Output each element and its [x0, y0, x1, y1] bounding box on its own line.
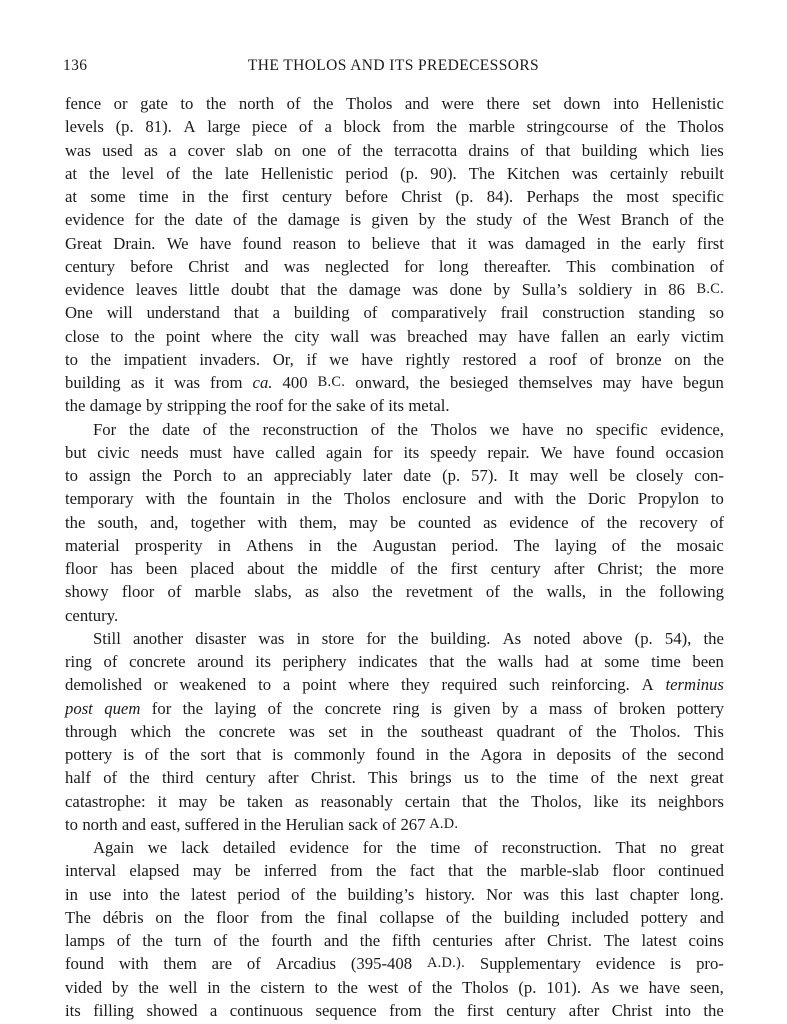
paragraph: [65, 627, 724, 836]
text-line: the south, and, together with them, may be counted as evidence of the recovery of: [65, 512, 724, 532]
text-line: to north and east, suffered in the Herulian sack of 267 A.D.: [65, 814, 459, 834]
text-line: interval elapsed may be inferred from the fact that the marble-slab floor continued: [65, 861, 724, 881]
text-line: evidence leaves little doubt that the damage was done by Sulla’s soldiery in 86 B.C.: [65, 280, 724, 299]
text-line: One will understand that a building of comparatively frail construction standing so: [65, 303, 724, 323]
text-line: found with them are of Arcadius (395-408 A.D.). Supplementary evidence is pro-: [65, 954, 724, 974]
text-line: temporary with the fountain in the Tholos enclosure and with the Doric Propylon to: [65, 489, 724, 509]
text-line: was used as a cover slab on one of the terracotta drains of that building which lies: [65, 140, 724, 160]
page-header: [63, 57, 724, 79]
text-line: material prosperity in Athens in the Augustan period. The laying of the mosaic: [65, 535, 724, 555]
text-line: half of the third century after Christ. This brings us to the time of the next great: [65, 768, 724, 788]
running-title: THE THOLOS AND ITS PREDECESSORS: [247, 57, 540, 74]
paragraph: [65, 92, 724, 418]
text-line: pottery is of the sort that is commonly found in the Agora in deposits of the second: [65, 745, 724, 764]
text-line: to assign the Porch to an appreciably later date (p. 57). It may well be closely con-: [65, 466, 724, 485]
text-line: to the impatient invaders. Or, if we have rightly restored a roof of bronze on the: [65, 349, 724, 369]
text-line: the damage by stripping the roof for the sake of its metal.: [65, 396, 450, 416]
text-line: ring of concrete around its periphery indicates that the walls had at some time been: [65, 652, 724, 671]
text-line: levels (p. 81). A large piece of a block from the marble stringcourse of the Tholos: [65, 117, 724, 137]
text-line: post quem for the laying of the concrete ring is given by a mass of broken pottery: [65, 698, 724, 718]
page-number: 136: [63, 57, 88, 74]
text-line: at the level of the late Hellenistic period (p. 90). The Kitchen was certainly rebuilt: [65, 163, 724, 183]
text-line: floor has been placed about the middle of the first century after Christ; the more: [65, 559, 724, 578]
paragraph: [65, 418, 724, 627]
text-line: building as it was from ca. 400 B.C. onward, the besieged themselves may have begun: [65, 373, 724, 392]
text-line: in use into the latest period of the building’s history. Nor was this last chapter long.: [65, 884, 724, 904]
text-line: The débris on the floor from the final collapse of the building included pottery and: [65, 907, 724, 927]
text-line: demolished or weakened to a point where they required such reinforcing. A terminus: [65, 675, 724, 695]
text-line: at some time in the first century before Christ (p. 84). Perhaps the most specific: [65, 187, 724, 206]
text-line: lamps of the turn of the fourth and the fifth centuries after Christ. The latest coins: [65, 931, 724, 950]
paragraph: [65, 836, 724, 1022]
text-line: but civic needs must have called again for its speedy repair. We have found occasion: [65, 442, 724, 462]
text-line: catastrophe: it may be taken as reasonably certain that the Tholos, like its neighbors: [65, 791, 724, 811]
text-line: Still another disaster was in store for the building. As noted above (p. 54), the: [93, 628, 724, 648]
text-line: For the date of the reconstruction of the Tholos we have no specific evidence,: [93, 419, 724, 439]
text-line: showy floor of marble slabs, as also the revetment of the walls, in the following: [65, 582, 724, 602]
text-line: evidence for the date of the damage is given by the study of the West Branch of the: [65, 210, 724, 230]
text-line: fence or gate to the north of the Tholos and were there set down into Hellenistic: [65, 94, 724, 113]
text-line: its filling showed a continuous sequence from the first century after Christ into the: [65, 1000, 724, 1020]
text-line: century.: [65, 605, 119, 625]
body-text: [65, 92, 724, 1022]
text-line: through which the concrete was set in the southeast quadrant of the Tholos. This: [65, 721, 724, 741]
text-line: Great Drain. We have found reason to believe that it was damaged in the early first: [65, 233, 724, 253]
text-line: vided by the well in the cistern to the west of the Tholos (p. 101). As we have seen,: [65, 977, 724, 997]
text-line: close to the point where the city wall was breached may have fallen an early victim: [65, 326, 724, 346]
text-line: century before Christ and was neglected for long thereafter. This combination of: [65, 256, 724, 276]
text-line: Again we lack detailed evidence for the time of reconstruction. That no great: [93, 838, 724, 857]
